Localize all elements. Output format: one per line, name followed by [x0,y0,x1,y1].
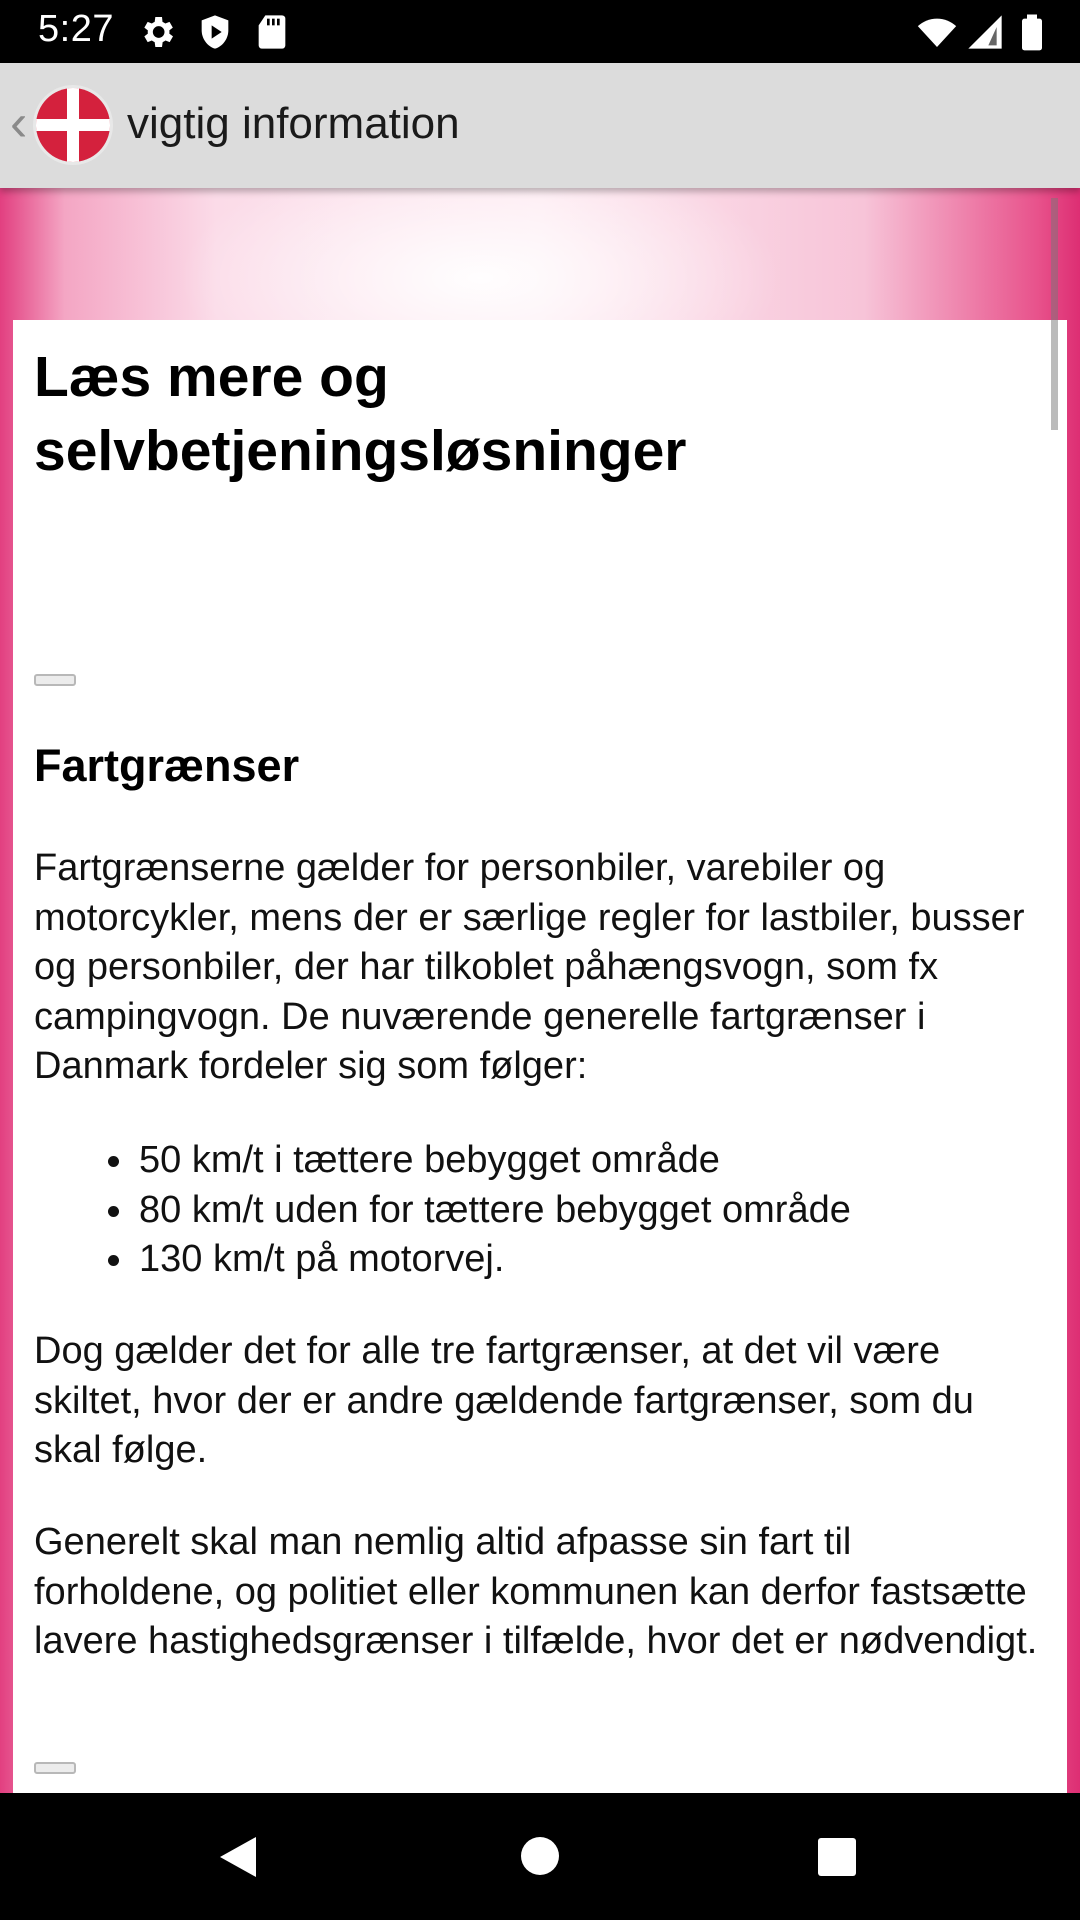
signal-icon [965,12,1005,52]
shield-play-icon [195,12,235,52]
paragraph: Fartgrænserne gælder for personbiler, varebiler og motorcykler, mens der er særlige regler for lastbiler, busser og personbiler, der har tilkoblet påhængsvogn, som fx campingvogn. De nuværende generelle fartgrænser i Danmark fordeler sig som følger: [34,847,1025,1088]
app-bar [0,63,1080,188]
list-item: 130 km/t på motorvej. [34,1235,1044,1285]
page-title: Læs mere og selvbetjeningsløsninger [34,345,687,483]
list-item: 80 km/t uden for tættere bebygget område [34,1186,1044,1236]
article-card [13,320,1067,1800]
content-background [0,188,1080,1793]
wifi-icon [917,12,957,52]
section-heading-fartgraenser: Fartgrænser [34,740,300,791]
section-divider [34,1762,76,1774]
nav-recents-icon[interactable] [817,1837,857,1877]
status-bar [0,0,1080,63]
status-time: 5:27 [38,8,114,50]
app-title: vigtig information [127,99,460,148]
navigation-bar [0,1793,1080,1920]
speed-limit-list [34,1136,1044,1285]
paragraph: Dog gælder det for alle tre fartgrænser, at det vil være skiltet, hvor der er andre gældende fartgrænser, som du skal følge. [34,1330,974,1472]
paragraph: Generelt skal man nemlig altid afpasse sin fart til forholdene, og politiet eller kommunen kan derfor fastsætte lavere hastighedsgrænser i tilfælde, hvor det er nødvendigt. [34,1521,1038,1663]
nav-back-icon[interactable] [216,1835,260,1879]
nav-home-icon[interactable] [520,1836,560,1876]
section-divider [34,674,76,686]
scrollbar[interactable] [1051,198,1058,430]
battery-icon [1012,12,1052,52]
sd-card-icon [252,12,292,52]
gear-icon [137,12,177,52]
list-item: 50 km/t i tættere bebygget område [34,1136,1044,1186]
chevron-left-icon[interactable]: ‹ [10,94,28,152]
danish-flag-icon [32,84,114,166]
